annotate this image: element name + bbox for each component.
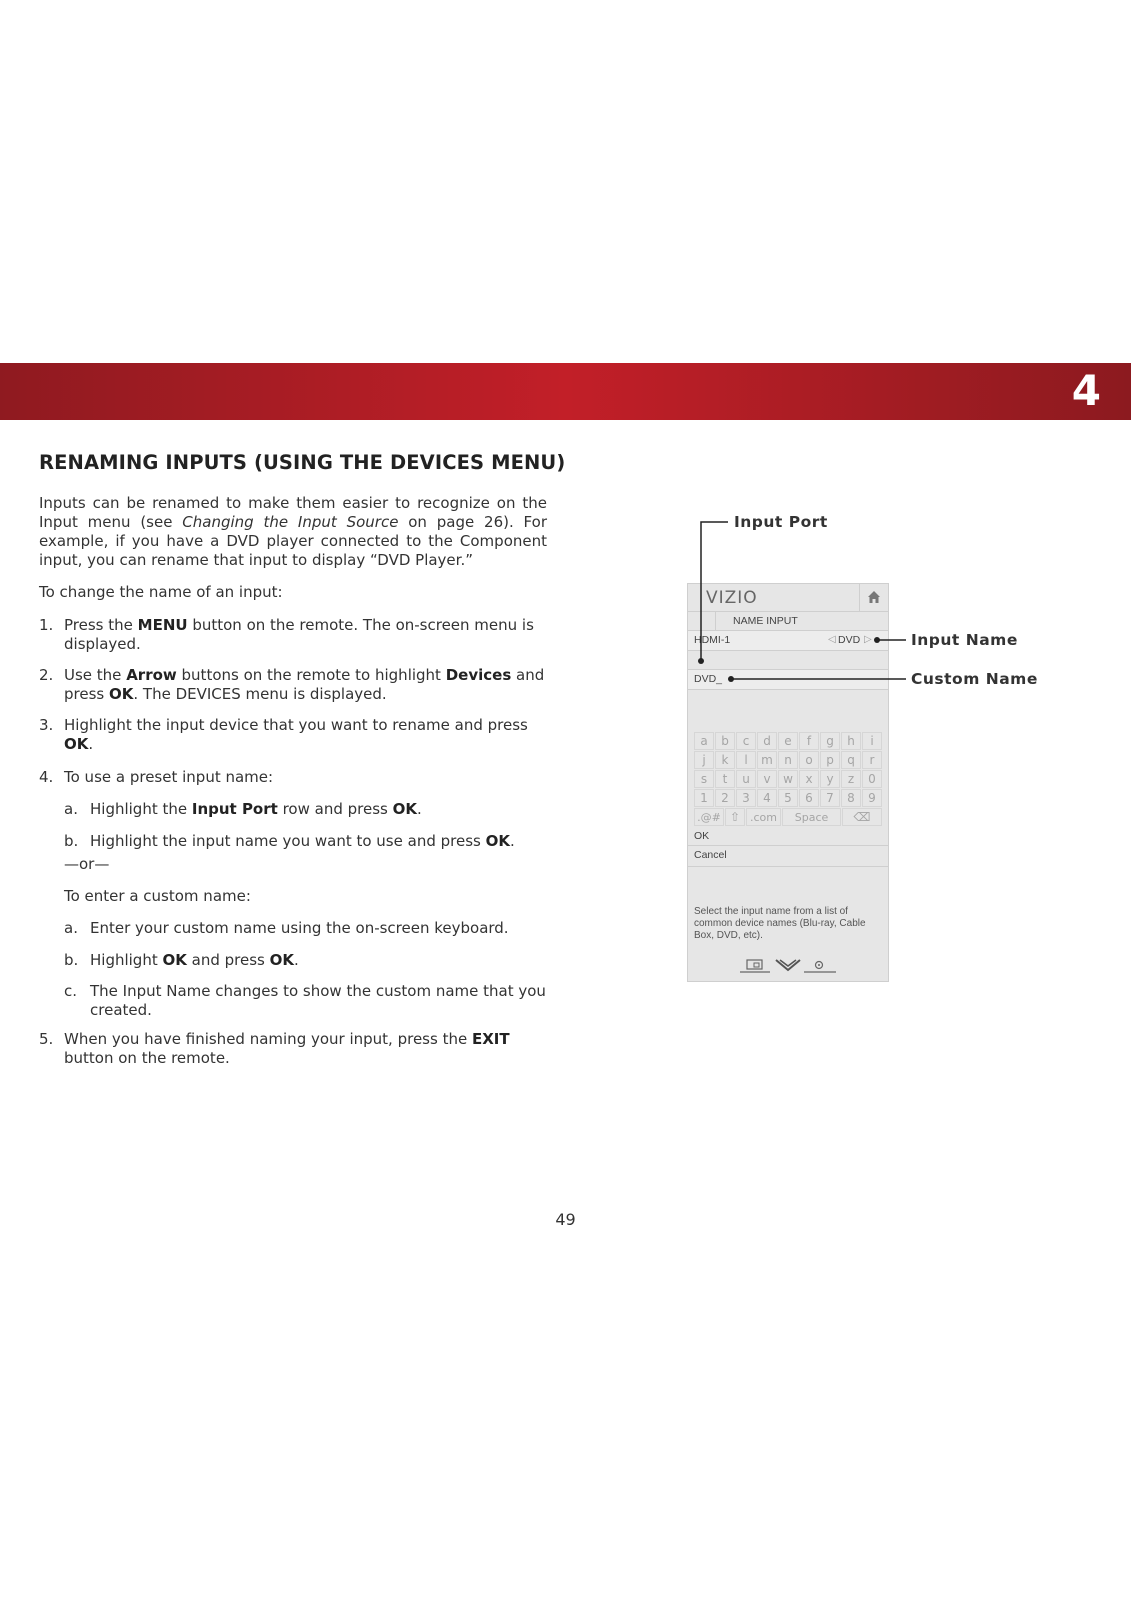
or-separator: —or— bbox=[64, 855, 110, 873]
section-heading: RENAMING INPUTS (USING THE DEVICES MENU) bbox=[39, 451, 566, 474]
chapter-number: 4 bbox=[1071, 366, 1101, 415]
custom-name-value: DVD_ bbox=[694, 673, 723, 685]
input-port-label: HDMI-1 bbox=[694, 634, 731, 646]
step-number: 4. bbox=[39, 768, 54, 786]
key[interactable]: 5 bbox=[778, 789, 798, 807]
step-text: Press the MENU button on the remote. The on-screen menu is displayed. bbox=[64, 616, 534, 653]
substep-text: Enter your custom name using the on-screen keyboard. bbox=[90, 919, 509, 937]
key[interactable]: y bbox=[820, 770, 840, 788]
key[interactable]: l bbox=[736, 751, 756, 769]
key[interactable]: k bbox=[715, 751, 735, 769]
key[interactable]: q bbox=[841, 751, 861, 769]
ok-label: OK bbox=[694, 830, 710, 842]
input-port-callout-line bbox=[698, 522, 728, 664]
key[interactable]: b bbox=[715, 732, 735, 750]
key[interactable]: 3 bbox=[736, 789, 756, 807]
substep-text: Highlight the Input Port row and press OK. bbox=[90, 800, 422, 818]
key[interactable]: u bbox=[736, 770, 756, 788]
cross-reference: Changing the Input Source bbox=[182, 513, 399, 531]
key[interactable]: 7 bbox=[820, 789, 840, 807]
substep-text: The Input Name changes to show the custom name that you created. bbox=[90, 982, 546, 1019]
key[interactable]: x bbox=[799, 770, 819, 788]
key[interactable]: f bbox=[799, 732, 819, 750]
substep-text: Highlight OK and press OK. bbox=[90, 951, 299, 969]
step-number: 3. bbox=[39, 716, 54, 734]
substep-letter: a. bbox=[64, 800, 78, 818]
intro-text: Inputs can be renamed to make them easier to recognize on the Input menu (see bbox=[39, 494, 547, 531]
key[interactable]: a bbox=[694, 732, 714, 750]
key[interactable]: 8 bbox=[841, 789, 861, 807]
input-name-value: DVD bbox=[838, 634, 861, 646]
substep-letter: a. bbox=[64, 919, 78, 937]
key[interactable]: t bbox=[715, 770, 735, 788]
input-port-callout: Input Port bbox=[734, 513, 828, 531]
step-text: When you have finished naming your input, press the EXIT button on the remote. bbox=[64, 1030, 510, 1067]
key[interactable]: 4 bbox=[757, 789, 777, 807]
key[interactable]: w bbox=[778, 770, 798, 788]
dotcom-key[interactable]: .com bbox=[746, 808, 781, 826]
custom-name-callout: Custom Name bbox=[911, 670, 1038, 688]
key[interactable]: n bbox=[778, 751, 798, 769]
key[interactable]: p bbox=[820, 751, 840, 769]
step-text: To use a preset input name: bbox=[64, 768, 274, 786]
step-text: Use the Arrow buttons on the remote to highlight Devices and press OK. The DEVICES menu is displayed. bbox=[64, 666, 545, 703]
key[interactable]: v bbox=[757, 770, 777, 788]
tv-help-text: Select the input name from a list of common device names (Blu-ray, Cable Box, DVD, etc). bbox=[694, 906, 866, 941]
page-number: 49 bbox=[555, 1210, 576, 1229]
custom-name-callout-line bbox=[728, 676, 906, 682]
step-number: 5. bbox=[39, 1030, 54, 1048]
backspace-icon[interactable]: ⌫ bbox=[842, 808, 882, 826]
key[interactable]: 1 bbox=[694, 789, 714, 807]
key[interactable]: c bbox=[736, 732, 756, 750]
tv-menu-title: NAME INPUT bbox=[733, 615, 798, 627]
key[interactable]: o bbox=[799, 751, 819, 769]
key[interactable]: 2 bbox=[715, 789, 735, 807]
key[interactable]: z bbox=[841, 770, 861, 788]
space-key[interactable]: Space bbox=[782, 808, 841, 826]
custom-name-lead: To enter a custom name: bbox=[64, 887, 251, 905]
key[interactable]: 6 bbox=[799, 789, 819, 807]
key[interactable]: 0 bbox=[862, 770, 882, 788]
input-name-callout: Input Name bbox=[911, 631, 1018, 649]
substep-text: Highlight the input name you want to use and press OK. bbox=[90, 832, 515, 850]
key[interactable]: 9 bbox=[862, 789, 882, 807]
key[interactable]: e bbox=[778, 732, 798, 750]
vizio-logo: VIZIO bbox=[706, 588, 758, 608]
input-name-callout-line bbox=[874, 637, 906, 643]
key[interactable]: h bbox=[841, 732, 861, 750]
substep-letter: b. bbox=[64, 832, 79, 850]
symbols-key[interactable]: .@# bbox=[694, 808, 724, 826]
substep-letter: b. bbox=[64, 951, 79, 969]
cancel-label: Cancel bbox=[694, 849, 727, 861]
key[interactable]: s bbox=[694, 770, 714, 788]
lead-in: To change the name of an input: bbox=[39, 583, 283, 601]
arrow-right-icon[interactable]: ▷ bbox=[864, 634, 872, 645]
key[interactable]: r bbox=[862, 751, 882, 769]
substep-letter: c. bbox=[64, 982, 78, 1000]
step-number: 1. bbox=[39, 616, 54, 634]
key[interactable]: g bbox=[820, 732, 840, 750]
step-text: Highlight the input device that you want to rename and press OK. bbox=[64, 716, 528, 753]
arrow-left-icon[interactable]: ◁ bbox=[828, 634, 836, 645]
key[interactable]: j bbox=[694, 751, 714, 769]
key[interactable]: m bbox=[757, 751, 777, 769]
key[interactable]: i bbox=[862, 732, 882, 750]
step-number: 2. bbox=[39, 666, 54, 684]
intro-text: on page 26). For example, if you have a DVD player connected to the Component input, you can rename that input to display “DVD Player.” bbox=[39, 513, 547, 569]
key[interactable]: d bbox=[757, 732, 777, 750]
shift-icon[interactable]: ⇧ bbox=[725, 808, 745, 826]
